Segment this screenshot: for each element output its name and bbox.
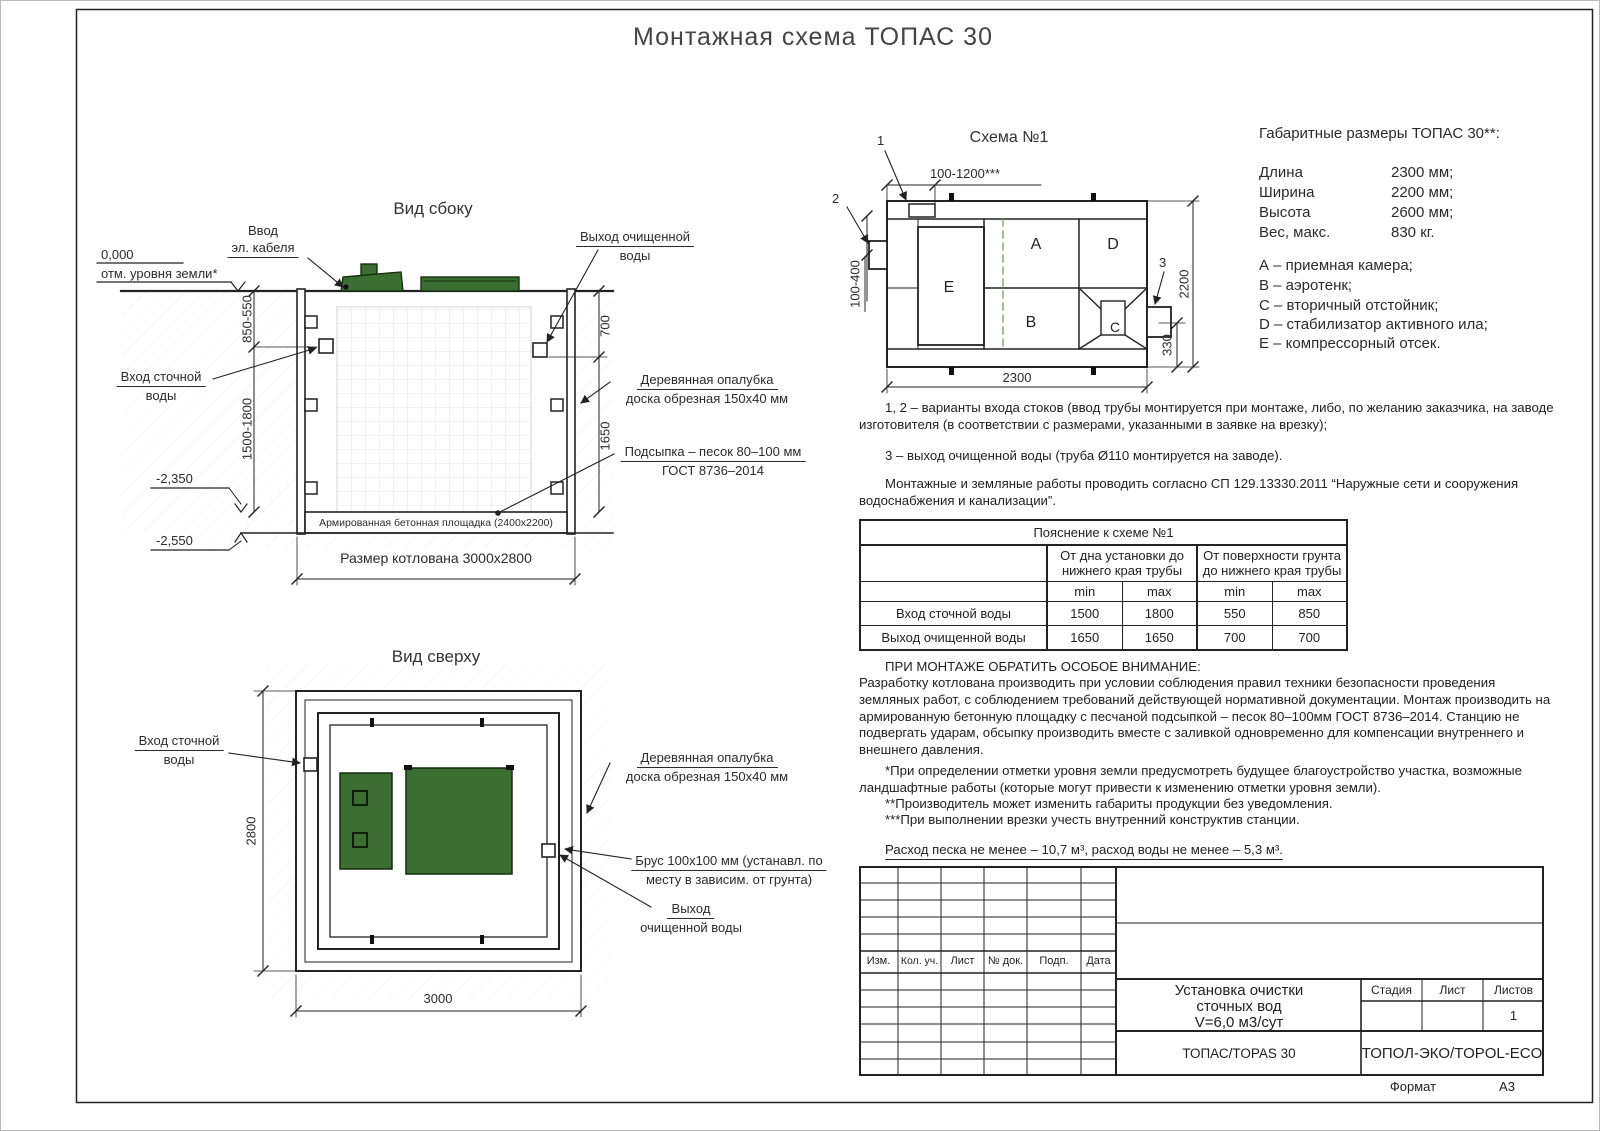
format-label: Формат — [1389, 1079, 1437, 1094]
schema-title: Схема №1 — [969, 129, 1049, 146]
table-group-2: От поверхности грунта до нижнего края трубы — [1197, 545, 1347, 581]
label-formwork-side: Деревянная опалубка доска обрезная 150х40 мм — [625, 372, 789, 406]
dim-2300: 2300 — [1002, 370, 1032, 385]
inlet-variant-1-marker — [909, 204, 935, 217]
label-cable-entry: Ввод эл. кабеля — [227, 222, 298, 258]
label-formwork-top: Деревянная опалубка доска обрезная 150х40 мм — [625, 750, 789, 784]
product-name: ТОПАС/TOPAS 30 — [1182, 1046, 1296, 1061]
sheets-value: 1 — [1509, 1008, 1518, 1023]
attention-body: Разработку котлована производить при условии соблюдения правил техники безопасности проведения земляных работ, с соблюдением требований действующей нормативной документации. Монтаж производить на армированную бетонную площадку с песчаной подсыпкой – песок 80–100мм ГОСТ 8736–2014. Станцию не подвергать ударам, обсыпку производить вместе с заливкой одновременно для компенсации внутреннего и внешнего давления. — [859, 675, 1551, 758]
doc-name-line1: Установка очистки — [1174, 982, 1304, 999]
dim-2800: 2800 — [243, 816, 259, 846]
side-view-title: Вид сбоку — [393, 199, 473, 218]
inlet-variant-2-stub — [869, 241, 887, 269]
table-row-name: Выход очищенной воды — [860, 625, 1047, 650]
consumption-note: Расход песка не менее – 10,7 м³, расход воды не менее – 5,3 м³. — [885, 841, 1283, 860]
attention-star3: ***При выполнении врезки учесть внутренний конструктив станции. — [885, 812, 1300, 827]
sheets-label: Листов — [1494, 983, 1533, 997]
table-row-name: Вход сточной воды — [860, 601, 1047, 625]
table-cell: 1500 — [1047, 601, 1122, 625]
outlet-3-stub — [1147, 307, 1171, 337]
page-title: Монтажная схема ТОПАС 30 — [633, 23, 993, 51]
note-outlet: 3 – выход очищенной воды (труба Ø110 монтируется на заводе). — [885, 448, 1283, 463]
overall-row-value: 2200 мм; — [1391, 184, 1454, 201]
label-ground-level: отм. уровня земли* — [101, 266, 218, 281]
compartment-d: D — [1107, 236, 1119, 253]
table-min: min — [1197, 581, 1272, 601]
rev-header-doc: № док. — [987, 955, 1024, 967]
dim-330: 330 — [1159, 334, 1175, 356]
attention-heading: ПРИ МОНТАЖЕ ОБРАТИТЬ ОСОБОЕ ВНИМАНИЕ: — [885, 659, 1201, 674]
dim-700: 700 — [597, 315, 613, 337]
clean-outlet-stub-top — [542, 844, 555, 857]
table-group-1: От дна установки до нижнего края трубы — [1047, 545, 1197, 581]
dim-100-1200: 100-1200*** — [929, 166, 1001, 181]
rev-header-data: Дата — [1086, 955, 1111, 967]
table-max: max — [1272, 581, 1347, 601]
note-inlet-variants: 1, 2 – варианты входа стоков (ввод трубы монтируется при монтаже, либо, по желанию заказчика, на заводе изготовителя (в соответствии с размерами, указанными в заявке на врезку); — [859, 400, 1554, 432]
overall-row-value: 2600 мм; — [1391, 204, 1454, 221]
compartment-c: C — [1109, 319, 1121, 335]
lid-large — [421, 277, 519, 291]
dim-100-400: 100-400 — [847, 256, 866, 312]
overall-row-label: Высота — [1259, 204, 1311, 221]
legend-item: Е – компрессорный отсек. — [1259, 335, 1441, 352]
sheet-label: Лист — [1439, 983, 1466, 997]
sewage-inlet-stub — [319, 339, 333, 353]
overall-row-label: Ширина — [1259, 184, 1315, 201]
rev-header-kol: Кол. уч. — [900, 955, 939, 967]
label-sewage-in-top: Вход сточной воды — [135, 732, 224, 768]
overall-heading: Габаритные размеры ТОПАС 30**: — [1259, 125, 1500, 142]
overall-row-label: Вес, макс. — [1259, 224, 1331, 241]
title-block — [859, 866, 1544, 1076]
stage-label: Стадия — [1371, 983, 1412, 997]
level-2550: -2,550 — [156, 533, 193, 548]
compartment-b: B — [1025, 314, 1037, 331]
level-2350: -2,350 — [156, 471, 193, 486]
lid-small-top — [340, 773, 392, 869]
table-max: max — [1122, 581, 1197, 601]
compartment-e: E — [943, 279, 955, 296]
table-min: min — [1047, 581, 1122, 601]
lid-large-top — [404, 765, 514, 874]
label-bedding: Подсыпка – песок 80–100 мм ГОСТ 8736–2014 — [621, 443, 806, 479]
legend-item: В – аэротенк; — [1259, 277, 1353, 294]
explanation-table — [859, 519, 1348, 651]
label-beam: Брус 100х100 мм (устанавл. по месту в зависим. от грунта) — [631, 852, 826, 888]
doc-name-line3: V=6,0 м3/сут — [1194, 1014, 1284, 1031]
table-cell: 550 — [1197, 601, 1272, 625]
table-cell: 1650 — [1047, 625, 1122, 650]
label-sewage-in: Вход сточной воды — [117, 368, 206, 404]
label-clean-out-top: Выход очищенной воды — [640, 901, 742, 935]
legend-item: D – стабилизатор активного ила; — [1259, 316, 1488, 333]
dim-2200: 2200 — [1176, 269, 1192, 299]
lid-small — [341, 264, 403, 291]
dim-1500-1800: 1500-1800 — [239, 397, 255, 461]
table-cell: 1800 — [1122, 601, 1197, 625]
table-cell: 700 — [1197, 625, 1272, 650]
attention-star1: *При определении отметки уровня земли предусмотреть будущее благоустройство участка, возможные ландшафтные работы (которые могут привести к изменению отметки уровня земли). — [859, 763, 1522, 795]
company-name: ТОПОЛ-ЭКО/TOPOL-ECO — [1361, 1045, 1543, 1062]
table-blank-cell — [860, 581, 1047, 601]
schema-marker-2: 2 — [832, 191, 840, 206]
label-pit-size: Размер котлована 3000х2800 — [340, 550, 532, 566]
schema-linework — [847, 151, 1199, 393]
table-blank-cell — [860, 545, 1047, 581]
rev-header-podp: Подп. — [1039, 955, 1069, 967]
label-zero-mark: 0,000 — [101, 247, 134, 262]
table-cell: 850 — [1272, 601, 1347, 625]
top-view-linework — [229, 663, 651, 1017]
label-slab: Армированная бетонная площадка (2400х2200) — [319, 517, 553, 529]
legend-item: С – вторичный отстойник; — [1259, 297, 1439, 314]
schema-marker-3: 3 — [1159, 255, 1167, 270]
legend-item: А – приемная камера; — [1259, 257, 1413, 274]
sewage-inlet-stub-top — [304, 758, 317, 771]
overall-row-value: 830 кг. — [1391, 224, 1435, 241]
doc-name-line2: сточных вод — [1196, 998, 1282, 1015]
compartment-a: A — [1030, 236, 1042, 253]
label-clean-water-out: Выход очищенной воды — [576, 228, 694, 264]
schema-marker-1: 1 — [877, 133, 885, 148]
rev-header-list: Лист — [950, 955, 975, 967]
table-title: Пояснение к схеме №1 — [860, 520, 1347, 545]
note-sp: Монтажные и земляные работы проводить согласно СП 129.13330.2011 “Наружные сети и сооружения водоснабжения и канализации”. — [859, 476, 1519, 508]
format-value: А3 — [1499, 1079, 1515, 1094]
dim-1650: 1650 — [597, 421, 613, 451]
top-view-title: Вид сверху — [391, 647, 481, 666]
dim-3000: 3000 — [423, 991, 453, 1006]
attention-star2: **Производитель может изменить габариты продукции без уведомления. — [885, 796, 1333, 811]
rev-header-izm: Изм. — [866, 955, 891, 967]
dim-850-550: 850-550 — [239, 295, 255, 343]
overall-row-label: Длина — [1259, 164, 1303, 181]
table-cell: 1650 — [1122, 625, 1197, 650]
overall-row-value: 2300 мм; — [1391, 164, 1454, 181]
table-cell: 700 — [1272, 625, 1347, 650]
clean-outlet-stub — [533, 343, 547, 357]
